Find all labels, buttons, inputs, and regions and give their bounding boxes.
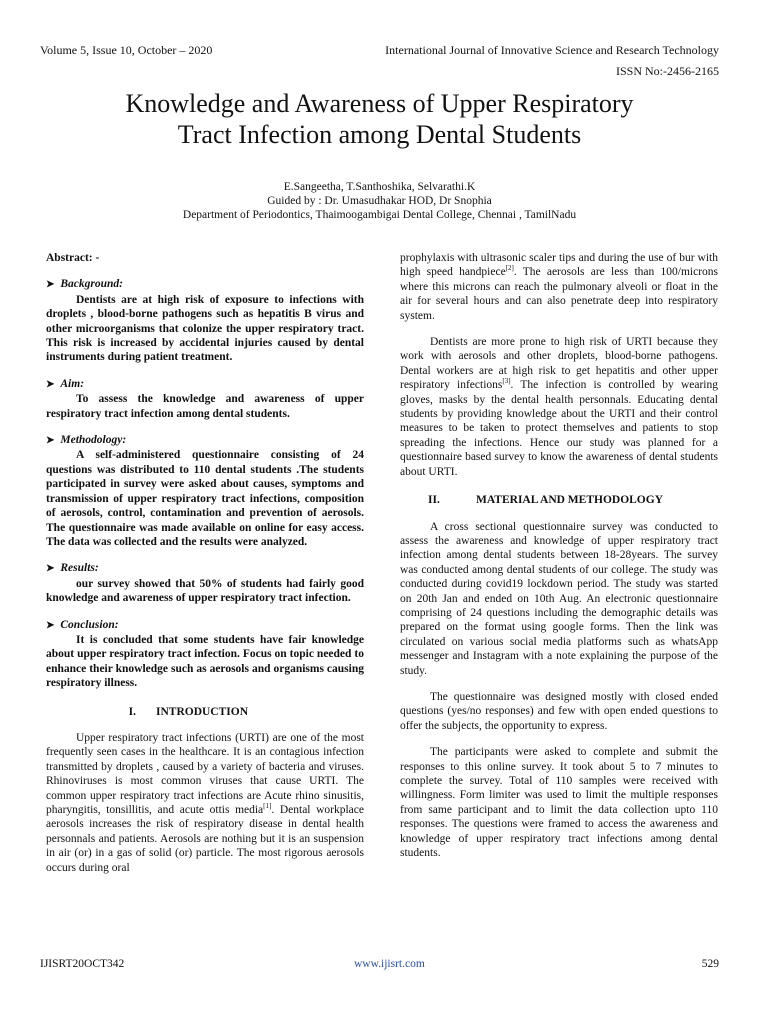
bullet-arrow-icon: ➤ bbox=[46, 435, 55, 447]
conclusion-text: It is concluded that some students have fair knowledge about upper respiratory tract infection. Focus on topic needed to enhance their knowledge such as aerosols and organisms causing respiratory illness. bbox=[46, 633, 364, 690]
aim-label: Aim: bbox=[60, 377, 85, 390]
aim-section bbox=[46, 377, 364, 421]
method-paragraph-2: The questionnaire was designed mostly with closed ended questions (yes/no responses) and few with open ended questions to offer the subjects, the opportunity to express. bbox=[400, 690, 718, 732]
methodology-heading bbox=[400, 493, 718, 507]
title-line-2: Tract Infection among Dental Students bbox=[177, 120, 582, 149]
conclusion-section bbox=[46, 618, 364, 691]
abstract-label: Abstract: - bbox=[46, 252, 100, 264]
methodology-text: A self-administered questionnaire consisting of 24 questions was distributed to 110 dental students .The students participated in survey were asked about causes, symptoms and transmission of upper respiratory tract infections, composition of aerosols, control, contamination and prevention of aerosols. The questionnaire was made available on online for easy access. The data was collected and the results were analyzed. bbox=[46, 449, 364, 548]
guided-by: Guided by : Dr. Umasudhakar HOD, Dr Snophia bbox=[267, 195, 492, 207]
paper-title bbox=[40, 88, 719, 150]
section-title: MATERIAL AND METHODOLOGY bbox=[476, 494, 663, 507]
page-number: 529 bbox=[701, 958, 719, 970]
article-code: IJISRT20OCT342 bbox=[40, 958, 125, 970]
journal-url-link[interactable]: www.ijisrt.com bbox=[354, 958, 425, 970]
citation-2: [2] bbox=[505, 264, 514, 273]
intro-heading bbox=[46, 705, 364, 719]
methodology-section bbox=[46, 433, 364, 549]
results-section bbox=[46, 561, 364, 605]
method-paragraph-1: A cross sectional questionnaire survey was conducted to assess the awareness and knowledge of upper respiratory tract infection among dental students between 18-28years. The survey was conducted among dental students of our college. The study was conducted during covid19 lockdown period. The study was started on 20th Jan and ended on 10th Aug. An electronic questionnaire comprising of 24 questions including the demographic details was prepared on the format using google forms. Then the link was circulated on various social media platforms such as whatsApp messenger and Instagram with a note explaining the purpose of the study. bbox=[400, 520, 718, 677]
intro-number: I. bbox=[128, 705, 136, 718]
bullet-arrow-icon: ➤ bbox=[46, 279, 55, 291]
right-column bbox=[400, 251, 718, 860]
section-number: II. bbox=[428, 494, 440, 507]
conclusion-label: Conclusion: bbox=[60, 618, 119, 631]
journal-name: International Journal of Innovative Science and Research Technology bbox=[385, 43, 719, 57]
aerosol-paragraph: prophylaxis with ultrasonic scaler tips and during the use of bur with high speed handpiece[2]. The aerosols are less than 100/microns where this microns can reach the pulmonary alveoli or float in the air for several hours and can also penetrate deep into respiratory system. bbox=[400, 252, 718, 322]
aim-text: To assess the knowledge and awareness of upper respiratory tract infection among dental students. bbox=[46, 393, 364, 420]
author-block bbox=[40, 180, 719, 222]
background-section bbox=[46, 277, 364, 364]
intro-title: INTRODUCTION bbox=[156, 705, 249, 718]
results-label: Results: bbox=[60, 562, 99, 575]
methodology-label: Methodology: bbox=[60, 434, 127, 447]
risk-paragraph: Dentists are more prone to high risk of URTI because they work with aerosols and other droplets, blood-borne pathogens. Dental workers are at high risk to get hepatitis and other upper respiratory infections[3]. The infection is controlled by wearing gloves, masks by the dental health personnals. Educating dental students by providing knowledge about the URTI and their control measures to be taken to protect themselves and patients to stop spreading the infections. Hence our study was planned for a questionnaire based survey to know the awareness of dental students about URTI. bbox=[400, 336, 718, 478]
method-paragraph-3: The participants were asked to complete and submit the responses to this online survey. It took about 5 to 7 minutes to complete the survey. Total of 110 samples were received with willingness. Form limiter was used to limit the multiple responses from same participant and to limit the data collection upto 110 responses. The questions were framed to access the awareness and knowledge of upper respiratory tract infections among dental students. bbox=[400, 746, 718, 860]
citation-1: [1] bbox=[263, 802, 272, 811]
intro-paragraph: Upper respiratory tract infections (URTI) are one of the most frequently seen cases in the healthcare. It is an contagious infection transmitted by droplets , caused by a variety of bacteria and viruses. Rhinoviruses is most common viruses that cause URTI. The common upper respiratory tract infections are Acute rhino sinusitis, pharyngitis, tonsillitis, and acute ottis media[1]. Dental workplace aerosols increases the risk of respiratory disease in dental health personnals and patients. Aerosols are nothing but it is an suspension in air (or) in a gas of solid (or) particle. The most rigorous aerosols occurs during oral bbox=[46, 731, 364, 874]
results-text: our survey showed that 50% of students had fairly good knowledge and awareness of upper respiratory tract infection. bbox=[46, 577, 364, 605]
volume-info: Volume 5, Issue 10, October – 2020 bbox=[40, 43, 213, 57]
left-column bbox=[46, 251, 364, 875]
bullet-arrow-icon: ➤ bbox=[46, 563, 55, 575]
title-line-1: Knowledge and Awareness of Upper Respiratory bbox=[125, 89, 634, 118]
bullet-arrow-icon: ➤ bbox=[46, 619, 55, 631]
citation-3: [3] bbox=[502, 377, 511, 386]
background-text: Dentists are at high risk of exposure to infections with droplets , blood-borne pathogens such as hepatitis B virus and other microorganisms that colonize the upper respiratory tract. This risk is increased by accidental injuries caused by dental instruments during patient treatment. bbox=[46, 293, 364, 364]
issn: ISSN No:-2456-2165 bbox=[615, 64, 719, 78]
background-label: Background: bbox=[60, 278, 124, 291]
department: Department of Periodontics, Thaimoogambigai Dental College, Chennai , TamilNadu bbox=[182, 209, 577, 221]
bullet-arrow-icon: ➤ bbox=[46, 378, 55, 390]
authors: E.Sangeetha, T.Santhoshika, Selvarathi.K bbox=[283, 181, 476, 193]
